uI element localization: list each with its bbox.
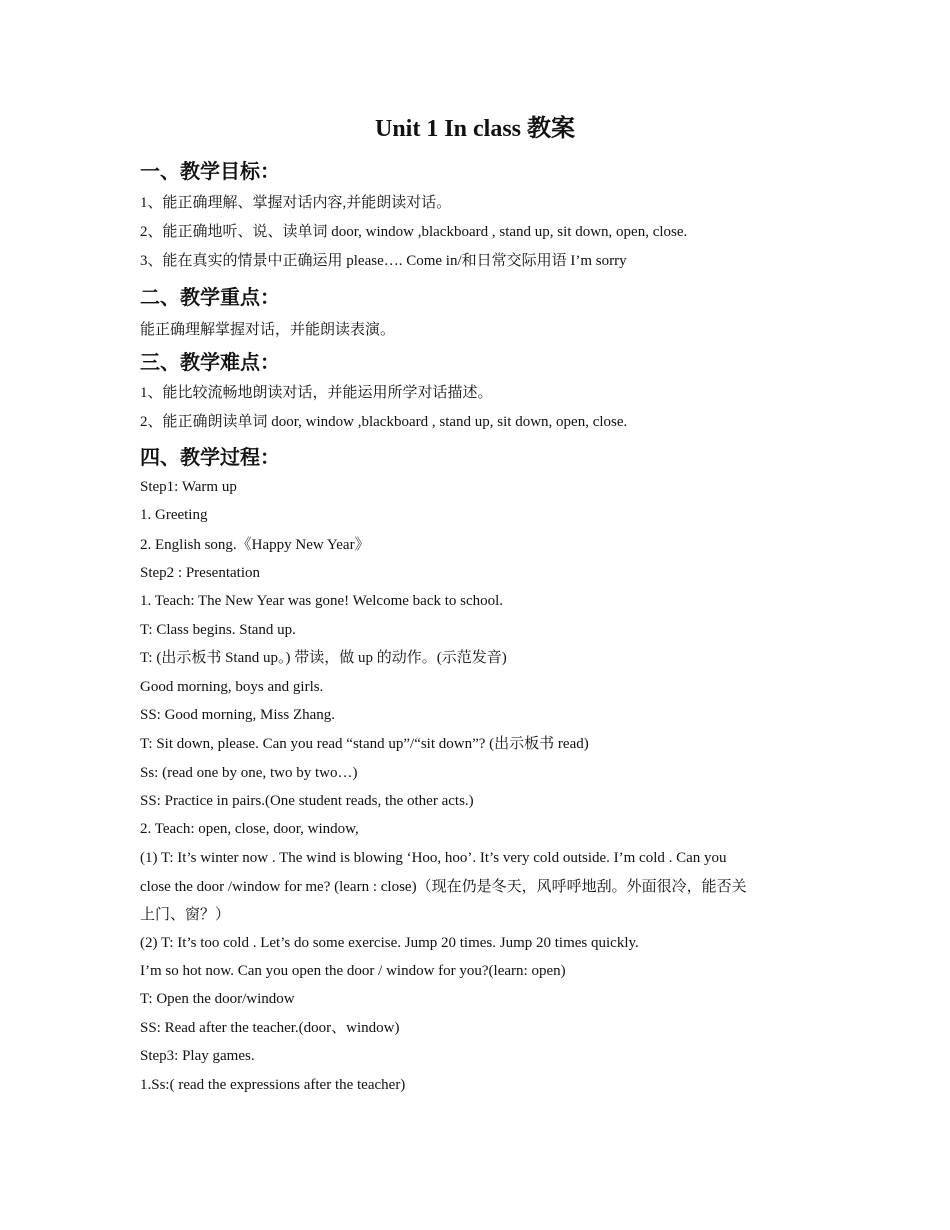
objective-line: 1、能正确理解、掌握对话内容,并能朗读对话。 [140,195,452,211]
process-line: (2) T: It’s too cold . Let’s do some exercise. Jump 20 times. Jump 20 times quickly. [140,935,639,951]
document-title: Unit 1 In class 教案 [374,116,576,142]
process-line: 2. Teach: open, close, door, window, [140,821,359,837]
objective-line: 3、能在真实的情景中正确运用 please…. Come in/和日常交际用语 I’m sorry [140,253,627,269]
process-line: Step1: Warm up [140,479,237,495]
process-line: 1.Ss:( read the expressions after the teacher) [140,1077,406,1093]
process-line: 1. Greeting [140,507,208,523]
process-line: I’m so hot now. Can you open the door / window for you?(learn: open) [140,963,566,979]
process-line: T: (出示板书 Stand up。) 带读，做 up 的动作。(示范发音) [140,650,507,666]
process-line: close the door /window for me? (learn : close)（现在仍是冬天，风呼呼地刮。外面很冷，能否关 [140,879,747,895]
process-line: T: Class begins. Stand up. [140,622,296,638]
process-line: Step3: Play games. [140,1048,255,1064]
process-line: Step2 : Presentation [140,565,260,581]
process-line: SS: Read after the teacher.(door、window) [140,1020,400,1036]
section-heading-key-points: 二、教学重点： [140,287,280,309]
difficulty-line: 2、能正确朗读单词 door, window ,blackboard , stand up, sit down, open, close. [140,414,628,430]
key-point-line: 能正确理解掌握对话，并能朗读表演。 [140,322,396,338]
section-heading-difficulties: 三、教学难点： [140,352,280,374]
process-line: T: Sit down, please. Can you read “stand up”/“sit down”? (出示板书 read) [140,736,589,752]
process-line: SS: Practice in pairs.(One student reads, the other acts.) [140,793,474,809]
section-heading-objectives: 一、教学目标： [140,161,280,183]
section-heading-process: 四、教学过程： [140,447,280,469]
process-line: T: Open the door/window [140,991,295,1007]
process-line: (1) T: It’s winter now . The wind is blowing ‘Hoo, hoo’. It’s very cold outside. I’m cold . Can you [140,850,727,866]
process-line: 1. Teach: The New Year was gone! Welcome back to school. [140,593,504,609]
difficulty-line: 1、能比较流畅地朗读对话，并能运用所学对话描述。 [140,385,493,401]
process-line: 2. English song.《Happy New Year》 [140,537,370,553]
process-line: Good morning, boys and girls. [140,679,324,695]
objective-line: 2、能正确地听、说、读单词 door, window ,blackboard , stand up, sit down, open, close. [140,224,688,240]
process-line: 上门、窗？） [140,907,231,923]
process-line: SS: Good morning, Miss Zhang. [140,707,336,723]
process-line: Ss: (read one by one, two by two…) [140,765,358,781]
